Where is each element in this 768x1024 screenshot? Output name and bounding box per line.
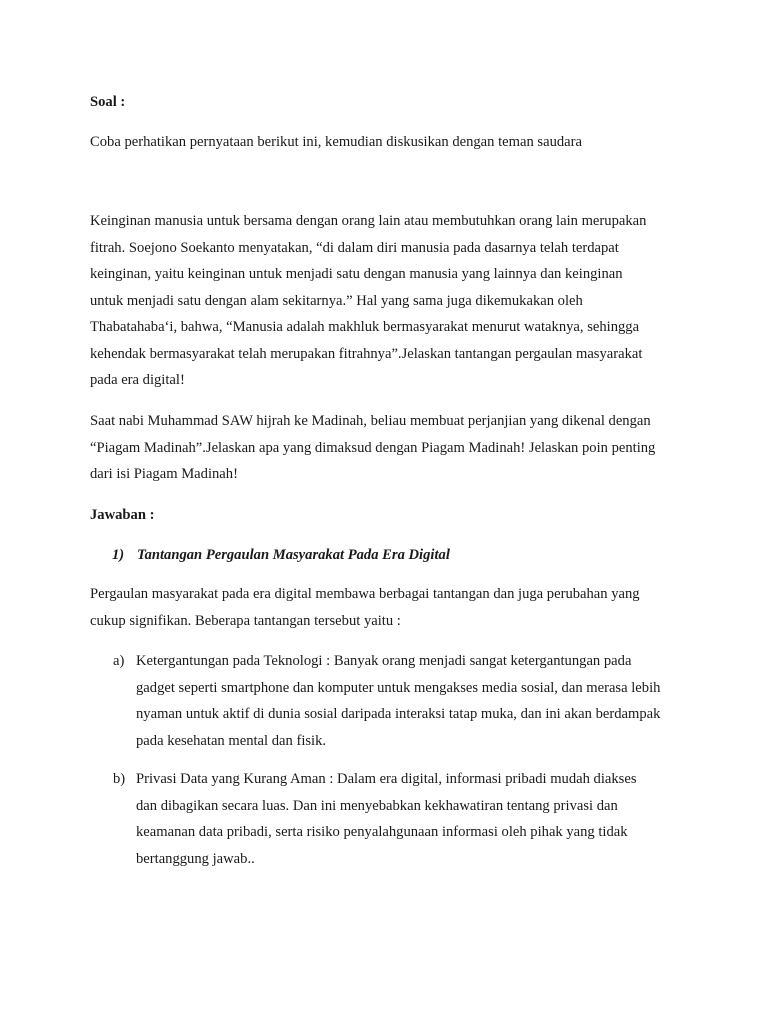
soal-heading: Soal : [90, 94, 126, 110]
jawaban-heading: Jawaban : [90, 507, 155, 523]
paragraph-1-line: untuk menjadi satu dengan alam sekitarnya.” Hal yang sama juga dikemukakan oleh [90, 292, 583, 309]
paragraph-1-line: kehendak bermasyarakat telah merupakan fitrahnya”.Jelaskan tantangan pergaulan masyarakat [90, 345, 643, 362]
list-item-line: gadget seperti smartphone dan komputer untuk mengakses media sosial, dan merasa lebih [136, 679, 661, 696]
paragraph-3 [90, 581, 690, 634]
paragraph-1-line: Thabatahaba‘i, bahwa, “Manusia adalah makhluk bermasyarakat menurut wataknya, sehingga [90, 319, 640, 335]
list-marker: a) [113, 653, 125, 669]
paragraph-2-line: dari isi Piagam Madinah! [90, 466, 238, 482]
paragraph-1 [90, 208, 690, 394]
paragraph-3-line: cukup signifikan. Beberapa tantangan tersebut yaitu : [90, 612, 401, 629]
list-item-line: keamanan data pribadi, serta risiko penyalahgunaan informasi oleh pihak yang tidak [136, 824, 628, 840]
paragraph-1-line: pada era digital! [90, 372, 185, 388]
list-item-line: Ketergantungan pada Teknologi : Banyak orang menjadi sangat ketergantungan pada [136, 653, 632, 669]
list-item-line: bertanggung jawab.. [136, 850, 255, 867]
list-item-body [136, 766, 637, 872]
list-item-line: dan dibagikan secara luas. Dan ini menyebabkan kekhawatiran tentang privasi dan [136, 797, 618, 814]
paragraph-2-line: Saat nabi Muhammad SAW hijrah ke Madinah, beliau membuat perjanjian yang dikenal dengan [90, 413, 651, 429]
list-item-line: pada kesehatan mental dan fisik. [136, 732, 327, 749]
paragraph-1-line: keinginan, yaitu keinginan untuk menjadi satu dengan manusia yang lainnya dan keinginan [90, 266, 623, 282]
paragraph-1-line: fitrah. Soejono Soekanto menyatakan, “di dalam diri manusia pada dasarnya telah terdapat [90, 239, 619, 256]
section-1-number: 1) [112, 547, 125, 563]
paragraph-2-line: “Piagam Madinah”.Jelaskan apa yang dimaksud dengan Piagam Madinah! Jelaskan poin penting [90, 439, 656, 456]
paragraph-2 [90, 408, 690, 488]
list-item-line: Privasi Data yang Kurang Aman : Dalam era digital, informasi pribadi mudah diakses [136, 771, 637, 787]
list-item-line: nyaman untuk aktif di dunia sosial daripada interaksi tatap muka, dan ini akan berdampak [136, 706, 661, 722]
section-1-title-text: Tantangan Pergaulan Masyarakat Pada Era Digital [137, 547, 450, 563]
section-1-title [112, 542, 450, 568]
paragraph-1-line: Keinginan manusia untuk bersama dengan orang lain atau membutuhkan orang lain merupakan [90, 213, 647, 229]
intro-line: Coba perhatikan pernyataan berikut ini, kemudian diskusikan dengan teman saudara [90, 134, 582, 150]
paragraph-3-line: Pergaulan masyarakat pada era digital membawa berbagai tantangan dan juga perubahan yang [90, 586, 640, 602]
list-marker: b) [113, 771, 126, 787]
list-item-body [136, 648, 660, 754]
